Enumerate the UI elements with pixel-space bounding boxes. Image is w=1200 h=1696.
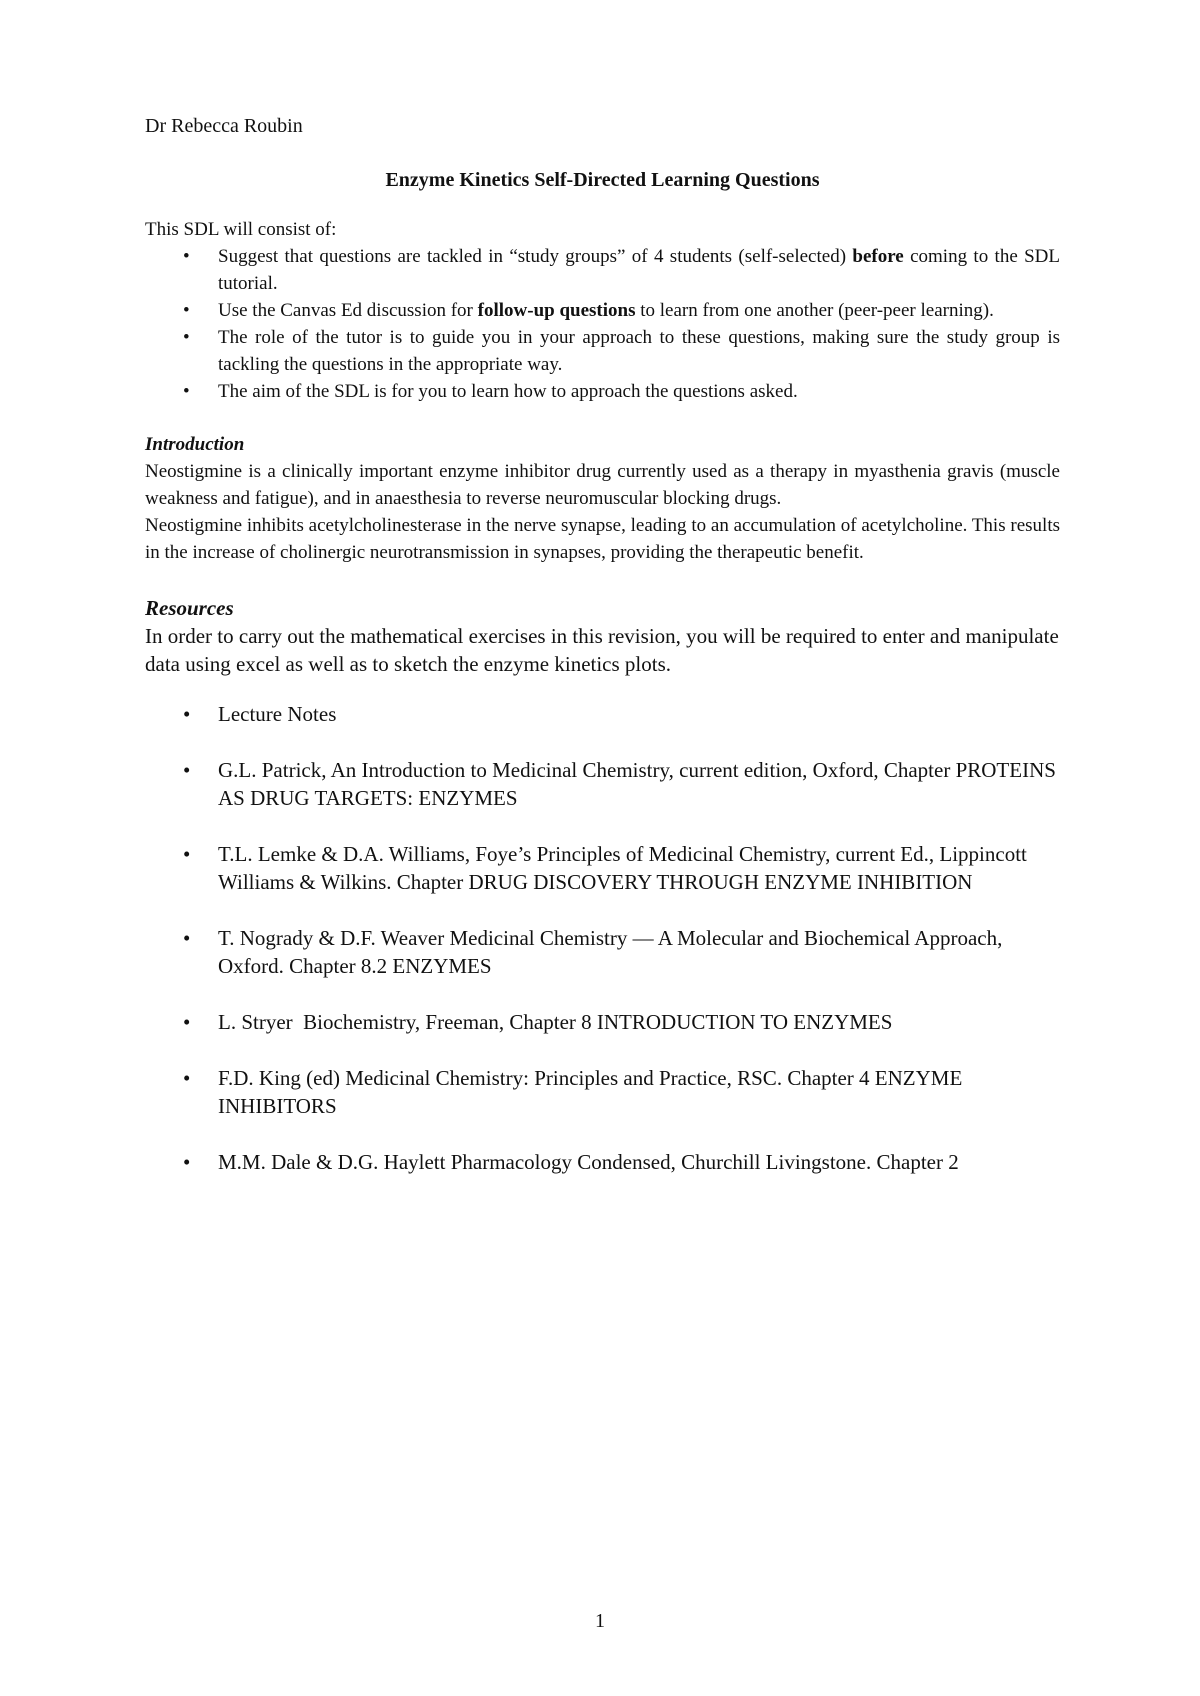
- introduction-paragraph: Neostigmine inhibits acetylcholinesterase in the nerve synapse, leading to an accumulation of acetylcholine. This results in the increase of cholinergic neurotransmission in synapses, providing the therapeutic benefit.: [145, 515, 1060, 563]
- bullet-icon: •: [183, 1066, 191, 1090]
- resources-paragraph: In order to carry out the mathematical exercises in this revision, you will be required to enter and manipulate data using excel as well as to sketch the enzyme kinetics plots.: [145, 624, 1059, 676]
- resource-item: [145, 756, 1060, 812]
- bullet-icon: •: [183, 842, 191, 866]
- bullet-icon: •: [183, 327, 190, 348]
- bullet-icon: •: [183, 758, 191, 782]
- document-page: [145, 114, 1060, 1204]
- page-number: 1: [595, 1610, 605, 1632]
- sdl-item: [145, 378, 1060, 405]
- sdl-item-text-end: coming to the SDL tutorial.: [218, 246, 1060, 294]
- resource-item: [145, 1008, 1060, 1036]
- resource-item-text: M.M. Dale & D.G. Haylett Pharmacology Condensed, Churchill Livingstone. Chapter 2: [218, 1150, 959, 1174]
- sdl-item-text-end: to learn from one another (peer-peer learning).: [635, 300, 994, 321]
- sdl-item-emphasis: before: [852, 246, 904, 267]
- resources-list: [145, 700, 1060, 1176]
- resource-item: [145, 1148, 1060, 1176]
- sdl-item: [145, 297, 1060, 324]
- resource-item: [145, 840, 1060, 896]
- resource-item: [145, 924, 1060, 980]
- bullet-icon: •: [183, 1010, 191, 1034]
- resource-item-text: F.D. King (ed) Medicinal Chemistry: Principles and Practice, RSC. Chapter 4 ENZYME INHIBITORS: [218, 1066, 963, 1118]
- resource-item: [145, 1064, 1060, 1120]
- introduction-heading: Introduction: [145, 434, 245, 455]
- introduction-paragraph: Neostigmine is a clinically important enzyme inhibitor drug currently used as a therapy in myasthenia gravis (muscle weakness and fatigue), and in anaesthesia to reverse neuromuscular blocking drugs.: [145, 461, 1060, 509]
- resource-item-text: T. Nogrady & D.F. Weaver Medicinal Chemistry — A Molecular and Biochemical Approach, Oxford. Chapter 8.2 ENZYMES: [218, 926, 1003, 978]
- bullet-icon: •: [183, 381, 190, 402]
- resource-item-text: G.L. Patrick, An Introduction to Medicinal Chemistry, current edition, Oxford, Chapter PROTEINS AS DRUG TARGETS: ENZYMES: [218, 758, 1056, 810]
- sdl-item-text: Suggest that questions are tackled in “study groups” of 4 students (self-selected): [218, 246, 853, 267]
- resource-item: [145, 700, 1060, 728]
- sdl-item-text: The role of the tutor is to guide you in your approach to these questions, making sure the study group is tackling the questions in the appropriate way.: [218, 327, 1060, 375]
- bullet-icon: •: [183, 702, 191, 726]
- bullet-icon: •: [183, 1150, 191, 1174]
- sdl-item-emphasis: follow-up questions: [477, 300, 636, 321]
- bullet-icon: •: [183, 246, 190, 267]
- resources-heading: Resources: [145, 596, 234, 620]
- sdl-intro: This SDL will consist of:: [145, 219, 337, 240]
- resource-item-text: L. Stryer Biochemistry, Freeman, Chapter 8 INTRODUCTION TO ENZYMES: [218, 1010, 893, 1034]
- sdl-list: [145, 243, 1060, 405]
- author-name: Dr Rebecca Roubin: [145, 115, 303, 137]
- bullet-icon: •: [183, 926, 191, 950]
- sdl-item: [145, 243, 1060, 297]
- resource-item-text: Lecture Notes: [218, 702, 337, 726]
- bullet-icon: •: [183, 300, 190, 321]
- sdl-item-text: The aim of the SDL is for you to learn how to approach the questions asked.: [218, 381, 798, 402]
- resource-item-text: T.L. Lemke & D.A. Williams, Foye’s Principles of Medicinal Chemistry, current Ed., Lippincott Williams & Wilkins. Chapter DRUG DISCOVERY THROUGH ENZYME INHIBITION: [218, 842, 1027, 894]
- sdl-item: [145, 324, 1060, 378]
- document-title: Enzyme Kinetics Self-Directed Learning Questions: [385, 169, 820, 191]
- sdl-item-text: Use the Canvas Ed discussion for: [218, 300, 478, 321]
